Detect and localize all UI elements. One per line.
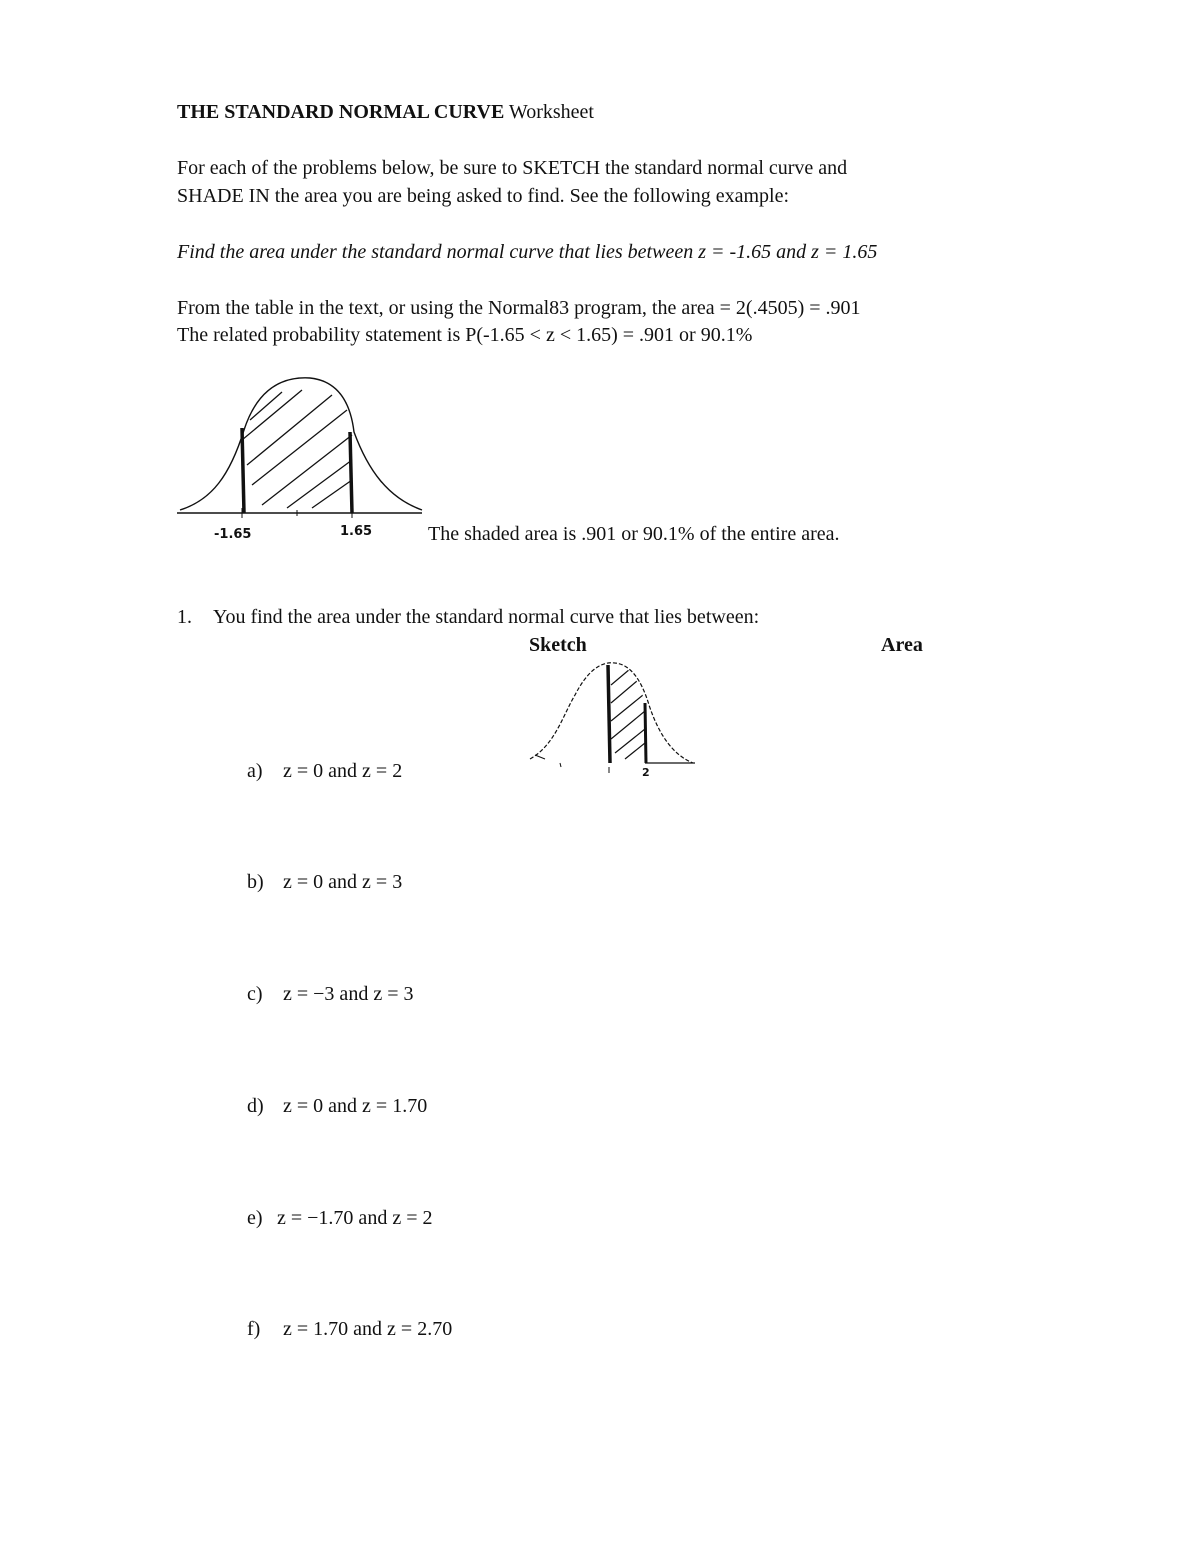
problem-1a-sketch [525, 655, 705, 780]
page-title [177, 100, 594, 124]
problem-1e-text: z = −1.70 and z = 2 [277, 1207, 433, 1229]
example-left-label: -1.65 [214, 527, 252, 542]
problem-1f-letter: f) [247, 1318, 261, 1340]
problem-1d-text: z = 0 and z = 1.70 [283, 1095, 428, 1117]
problem-1f [247, 1317, 452, 1341]
title-bold: THE STANDARD NORMAL CURVE [177, 101, 505, 123]
intro-line-2: SHADE IN the area you are being asked to find. See the following example: [177, 185, 790, 207]
example-probability: The related probability statement is P(-1.65 < z < 1.65) = .901 or 90.1% [177, 324, 753, 346]
problem-1b [247, 870, 402, 894]
problem-1d [247, 1094, 427, 1118]
problem-1e [247, 1206, 432, 1230]
problem-1f-text: z = 1.70 and z = 2.70 [283, 1318, 453, 1340]
problem-1b-text: z = 0 and z = 3 [283, 871, 403, 893]
intro-line-1: For each of the problems below, be sure to SKETCH the standard normal curve and [177, 157, 848, 179]
problem-1a-sketch-label: 2 [642, 766, 650, 779]
problem-1c [247, 982, 413, 1006]
example-computation: From the table in the text, or using the Normal83 program, the area = 2(.4505) = .901 [177, 297, 861, 319]
problem-1e-letter: e) [247, 1207, 263, 1229]
example-right-label: 1.65 [340, 524, 373, 539]
area-column-header: Area [881, 634, 923, 656]
problem-1c-text: z = −3 and z = 3 [283, 983, 414, 1005]
problem-1b-letter: b) [247, 871, 264, 893]
problem-1-heading [177, 605, 759, 629]
title-rest: Worksheet [504, 101, 594, 123]
example-caption: The shaded area is .901 or 90.1% of the entire area. [428, 523, 840, 545]
problem-1-number: 1. [177, 606, 192, 628]
sketch-column-header: Sketch [529, 634, 587, 656]
problem-1a-letter: a) [247, 760, 263, 782]
problem-1a [247, 759, 402, 783]
problem-1d-letter: d) [247, 1095, 264, 1117]
problem-1a-text: z = 0 and z = 2 [283, 760, 403, 782]
example-prompt: Find the area under the standard normal curve that lies between z = -1.65 and z = 1.65 [177, 241, 878, 263]
problem-1c-letter: c) [247, 983, 263, 1005]
example-normal-curve-sketch [172, 370, 432, 540]
problem-1-text: You find the area under the standard normal curve that lies between: [213, 606, 760, 628]
